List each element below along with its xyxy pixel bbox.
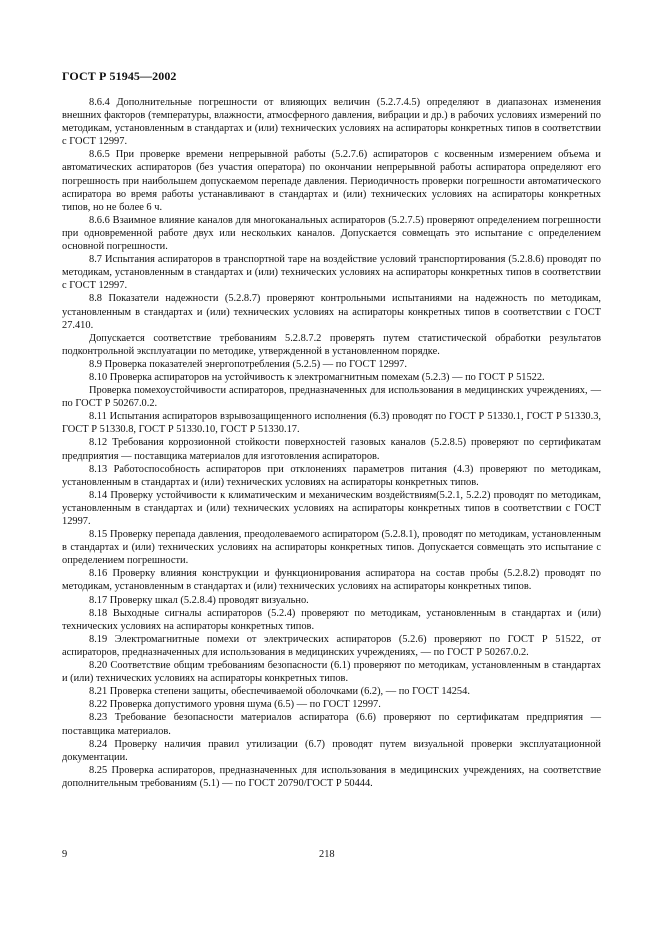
paragraph: 8.7 Испытания аспираторов в транспортной таре на воздействие условий транспортирования (5.2.8.6) проводят по методикам, установленным в стандартах и (или) технических условиях на аспираторы конкретных типов в соответствии с ГОСТ 12997.	[62, 254, 601, 292]
paragraph: 8.21 Проверка степени защиты, обеспечиваемой оболочками (6.2), — по ГОСТ 14254.	[89, 686, 470, 698]
document-header: ГОСТ Р 51945—2002	[62, 69, 177, 83]
paragraph: 8.17 Проверку шкал (5.2.8.4) проводят визуально.	[89, 594, 309, 606]
paragraph: 8.10 Проверка аспираторов на устойчивость к электромагнитным помехам (5.2.3) — по ГОСТ Р 51522.	[89, 371, 545, 383]
paragraph: 8.12 Требования коррозионной стойкости поверхностей газовых каналов (5.2.8.5) проверяют по сертификатам предприятия — поставщика материалов для изготовления аспираторов.	[62, 437, 601, 462]
page-number-center: 218	[319, 849, 335, 860]
paragraph: 8.22 Проверка допустимого уровня шума (6.5) — по ГОСТ 12997.	[89, 699, 381, 711]
paragraph: 8.6.4 Дополнительные погрешности от влияющих величин (5.2.7.4.5) определяют в диапазонах изменения внешних факторов (температуры, влажности, атмосферного давления, вибрации и др.) в рабочих условиях измерений по методикам, установленным в стандартах и (или) технических условиях на аспираторы конкретных типов в соответствии с ГОСТ 12997.	[62, 97, 601, 148]
paragraph: 8.9 Проверка показателей энергопотребления (5.2.5) — по ГОСТ 12997.	[89, 358, 407, 370]
paragraph: 8.25 Проверка аспираторов, предназначенных для использования в медицинских учреждениях, на соответствие дополнительным требованиям (5.1) — по ГОСТ 20790/ГОСТ Р 50444.	[62, 764, 601, 789]
paragraph: 8.6.6 Взаимное влияние каналов для многоканальных аспираторов (5.2.7.5) проверяют определением погрешности при одновременной работе двух или нескольких каналов. Допускается совмещать это испытание с определением основной погрешности.	[62, 214, 601, 253]
page-number-left: 9	[62, 849, 68, 860]
paragraph: Проверка помехоустойчивости аспираторов, предназначенных для использования в медицинских учреждениях, — по ГОСТ Р 50267.0.2.	[62, 385, 601, 410]
paragraph: 8.15 Проверку перепада давления, преодолеваемого аспиратором (5.2.8.1), проводят по методикам, установленным в стандартах и (или) технических условиях на аспираторы конкретных типов. Допускается совмещать это испытание с определением погрешности.	[62, 529, 601, 567]
paragraph: 8.11 Испытания аспираторов взрывозащищенного исполнения (6.3) проводят по ГОСТ Р 51330.1, ГОСТ Р 51330.3, ГОСТ Р 51330.8, ГОСТ Р 51330.10, ГОСТ Р 51330.17.	[62, 411, 601, 436]
paragraph: 8.19 Электромагнитные помехи от электрических аспираторов (5.2.6) проверяют по ГОСТ Р 51522, от аспираторов, предназначенных для использования в медицинских учреждениях, — по ГОСТ Р 50267.0.2.	[62, 633, 601, 658]
paragraph: 8.16 Проверку влияния конструкции и функционирования аспиратора на состав пробы (5.2.8.2) проводят по методикам, установленным в стандартах и (или) технических условиях на аспираторы конкретных типов.	[62, 568, 601, 593]
paragraph: 8.23 Требование безопасности материалов аспиратора (6.6) проверяют по сертификатам предприятия — поставщика материалов.	[62, 712, 601, 737]
paragraph: 8.20 Соответствие общим требованиям безопасности (6.1) проверяют по методикам, установленным в стандартах и (или) технических условиях на аспираторы конкретных типов.	[62, 660, 601, 685]
paragraph: 8.24 Проверку наличия правил утилизации (6.7) проводят путем визуальной проверки эксплуатационной документации.	[62, 738, 601, 763]
document-body	[62, 96, 601, 790]
paragraph: Допускается соответствие требованиям 5.2.8.7.2 проверять путем статистической обработки результатов подконтрольной эксплуатации по методике, утвержденной в установленном порядке.	[62, 332, 601, 357]
paragraph: 8.8 Показатели надежности (5.2.8.7) проверяют контрольными испытаниями на надежность по методикам, установленным в стандартах и (или) технических условиях на аспираторы конкретных типов в соответствии с ГОСТ 27.410.	[62, 293, 601, 331]
paragraph: 8.18 Выходные сигналы аспираторов (5.2.4) проверяют по методикам, установленным в стандартах и (или) технических условиях на аспираторы конкретных типов.	[62, 607, 601, 632]
paragraph: 8.13 Работоспособность аспираторов при отклонениях параметров питания (4.3) проверяют по методикам, установленным в стандартах и (или) технических условиях на аспираторы конкретных типов.	[62, 463, 601, 488]
paragraph: 8.6.5 При проверке времени непрерывной работы (5.2.7.6) аспираторов с косвенным измерением объема и автоматических аспираторов (без участия оператора) по окончании непрерывной работы аспиратора определяют его погрешность при наибольшем допускаемом перепаде давления. Периодичность проверки погрешности автоматического аспиратора во время работы устанавливают в стандартах и (или) технических условиях на аспираторы конкретных типов, но не более 6 ч.	[62, 149, 601, 213]
paragraph: 8.14 Проверку устойчивости к климатическим и механическим воздействиям(5.2.1, 5.2.2) проводят по методикам, установленным в стандартах и (или) технических условиях на аспираторы конкретных типов в соответствии с ГОСТ 12997.	[62, 489, 601, 527]
